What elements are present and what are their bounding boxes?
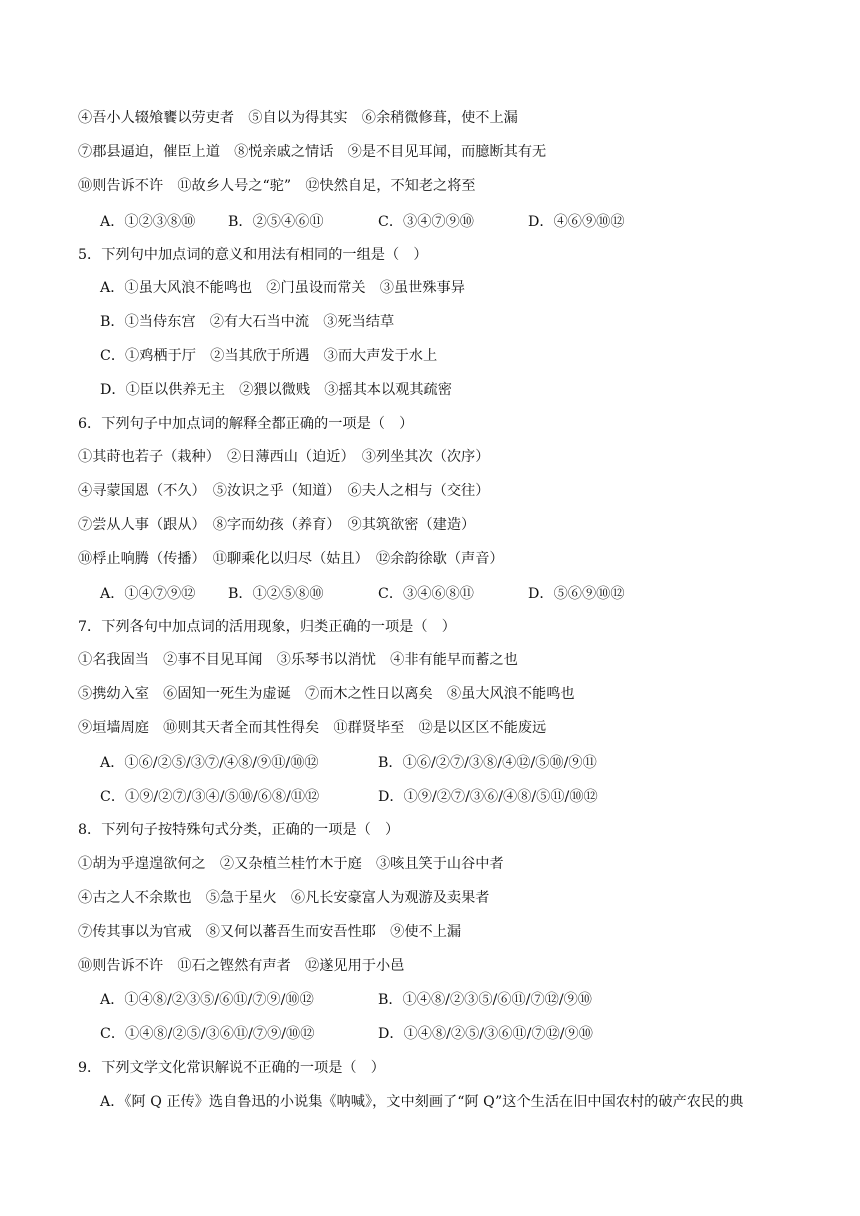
q4-option-a: A．①②③⑧⑩ [100,214,196,230]
q4-line-2: ⑦郡县逼迫，催臣上道 ⑧悦亲戚之情话 ⑨是不目见耳闻，而臆断其有无 [78,144,547,160]
q6-option-b: B．①②⑤⑧⑩ [228,586,324,602]
q6-option-a: A．①④⑦⑨⑫ [100,586,196,602]
q6-line-4: ⑩桴止响腾（传播） ⑪聊乘化以归尽（姑且） ⑫余韵徐歇（声音） [78,551,504,567]
q6-line-2: ④寻蒙国恩（不久） ⑤汝识之乎（知道） ⑥夫人之相与（交往） [78,483,490,499]
q5-option-d: D．①臣以供养无主 ②猥以微贱 ③摇其本以观其疏密 [100,382,452,398]
q8-options-row-1 [100,990,820,1010]
q6-option-d: D．⑤⑥⑨⑩⑫ [528,586,625,602]
q8-option-d: D．①④⑧/②⑤/③⑥⑪/⑦⑫/⑨⑩ [378,1026,593,1042]
q7-option-a: A．①⑥/②⑤/③⑦/④⑧/⑨⑪/⑩⑫ [100,755,319,771]
q5-option-b: B．①当侍东宫 ②有大石当中流 ③死当结草 [100,314,395,330]
q9-stem: 9．下列文学文化常识解说不正确的一项是（ ） [78,1060,385,1076]
q7-option-d: D．①⑨/②⑦/③⑥/④⑧/⑤⑪/⑩⑫ [378,789,598,805]
q4-line-1: ④吾小人辍飧饔以劳吏者 ⑤自以为得其实 ⑥余稍微修葺，使不上漏 [78,110,518,126]
q7-option-b: B．①⑥/②⑦/③⑧/④⑫/⑤⑩/⑨⑪ [378,755,597,771]
q5-option-a: A．①虽大风浪不能鸣也 ②门虽设而常关 ③虽世殊事异 [100,280,465,296]
q7-options-row-2 [100,787,820,807]
q7-line-2: ⑤携幼入室 ⑥固知一死生为虚诞 ⑦而木之性日以离矣 ⑧虽大风浪不能鸣也 [78,686,575,702]
q7-options-row-1 [100,753,820,773]
q4-option-c: C．③④⑦⑨⑩ [378,214,474,230]
q7-option-c: C．①⑨/②⑦/③④/⑤⑩/⑥⑧/⑪⑫ [100,789,320,805]
q9-option-a: A．《阿 Q 正传》选自鲁迅的小说集《呐喊》，文中刻画了“阿 Q”这个生活在旧中国农村的破产农民的典 [100,1094,744,1110]
q8-option-b: B．①④⑧/②③⑤/⑥⑪/⑦⑫/⑨⑩ [378,992,592,1008]
q4-line-3: ⑩则告诉不许 ⑪故乡人号之“驼” ⑫快然自足，不知老之将至 [78,178,476,194]
q6-line-1: ①其莳也若子（栽种） ②日薄西山（迫近） ③列坐其次（次序） [78,449,490,465]
q8-option-c: C．①④⑧/②⑤/③⑥⑪/⑦⑨/⑩⑫ [100,1026,315,1042]
q8-line-3: ⑦传其事以为官戒 ⑧又何以蕃吾生而安吾性耶 ⑨使不上漏 [78,924,462,940]
q8-options-row-2 [100,1024,820,1044]
q6-option-c: C．③④⑥⑧⑪ [378,586,474,602]
q4-option-b: B．②⑤④⑥⑪ [228,214,324,230]
q5-stem: 5．下列句中加点词的意义和用法有相同的一组是（ ） [78,247,428,263]
q5-option-c: C．①鸡栖于厅 ②当其欣于所遇 ③而大声发于水上 [100,348,438,364]
q7-line-3: ⑨垣墙周庭 ⑩则其天者全而其性得矣 ⑪群贤毕至 ⑫是以区区不能废远 [78,720,547,736]
q8-line-4: ⑩则告诉不许 ⑪石之铿然有声者 ⑫遂见用于小邑 [78,958,405,974]
q7-line-1: ①名我固当 ②事不目见耳闻 ③乐琴书以消忧 ④非有能早而蓄之也 [78,652,518,668]
q7-stem: 7．下列各句中加点词的活用现象，归类正确的一项是（ ） [78,619,456,635]
q4-option-d: D．④⑥⑨⑩⑫ [528,214,625,230]
q6-options [100,584,820,604]
q8-option-a: A．①④⑧/②③⑤/⑥⑪/⑦⑨/⑩⑫ [100,992,314,1008]
q6-stem: 6．下列句子中加点词的解释全都正确的一项是（ ） [78,416,414,432]
q8-stem: 8．下列句子按特殊句式分类，正确的一项是（ ） [78,822,400,838]
q8-line-1: ①胡为乎遑遑欲何之 ②又杂植兰桂竹木于庭 ③咳且笑于山谷中者 [78,856,504,872]
q6-line-3: ⑦尝从人事（跟从） ⑧字而幼孩（养育） ⑨其筑欲密（建造） [78,517,476,533]
q8-line-2: ④古之人不余欺也 ⑤急于星火 ⑥凡长安豪富人为观游及卖果者 [78,890,490,906]
q4-options [100,212,820,232]
